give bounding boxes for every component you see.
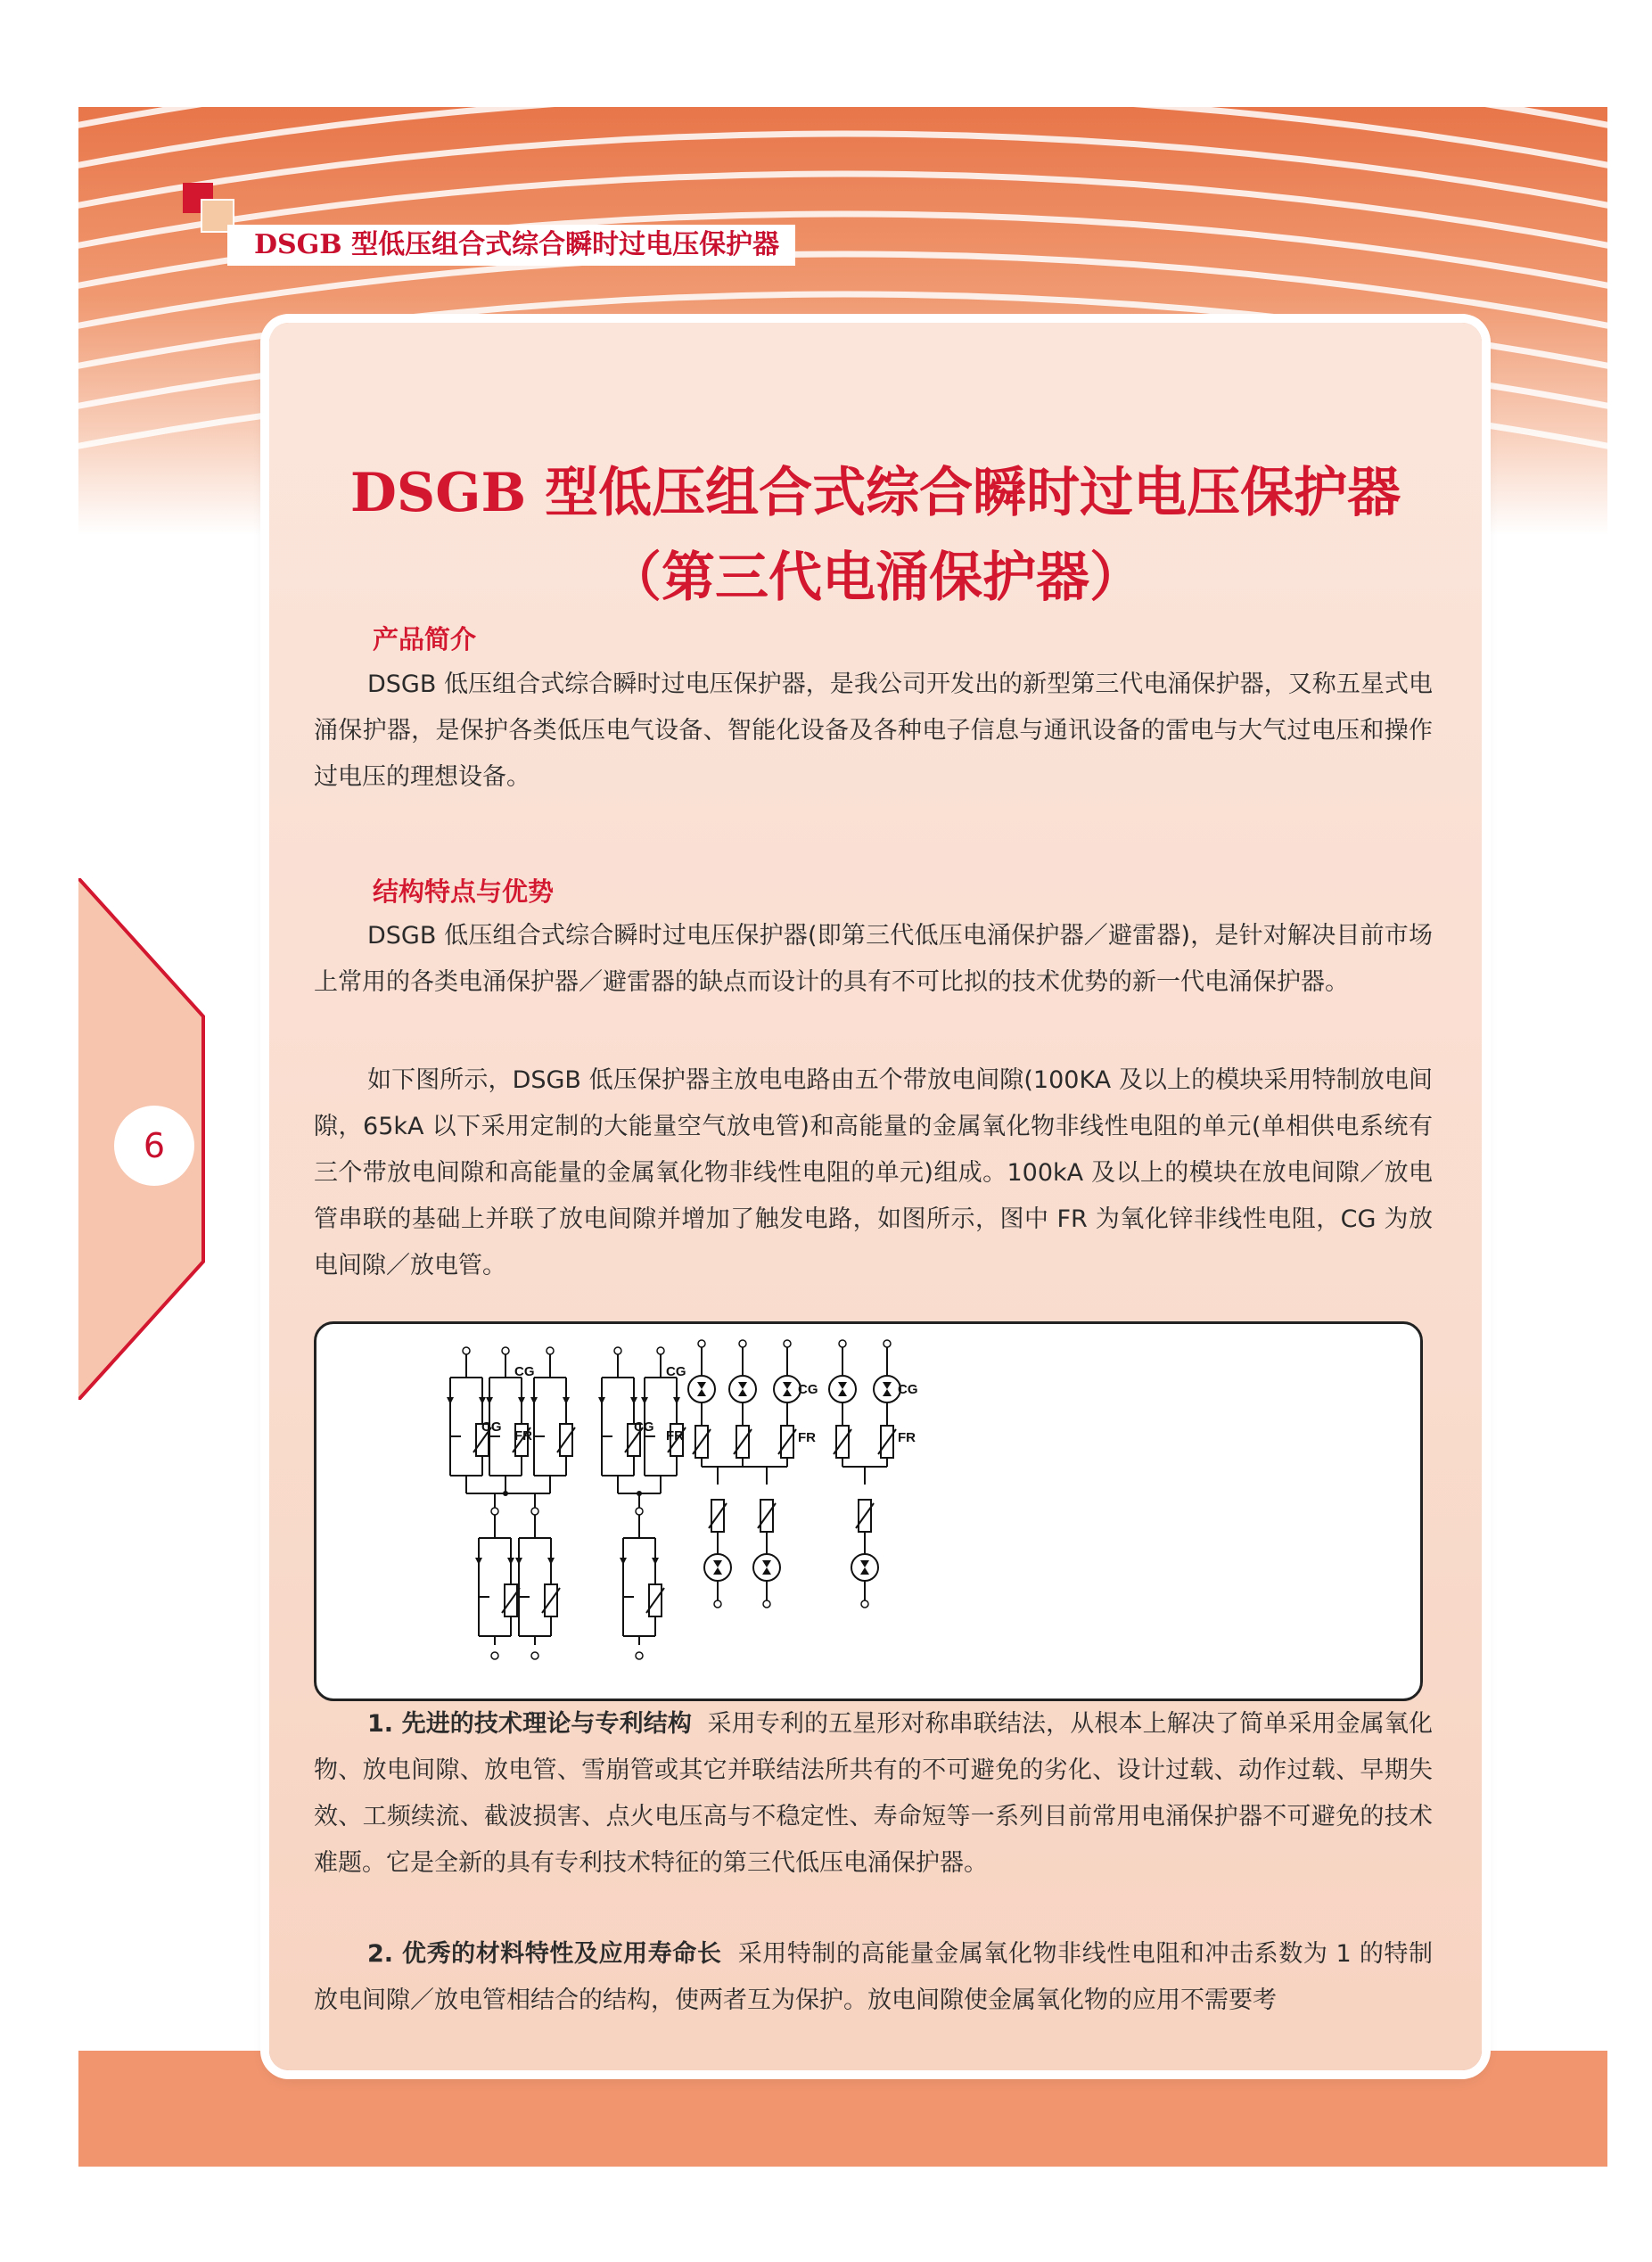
label-fr: FR	[666, 1428, 684, 1444]
terminal	[491, 1652, 498, 1659]
feature-2	[314, 1931, 1433, 2024]
terminal	[884, 1340, 891, 1347]
label-cg: CG	[798, 1382, 818, 1397]
paragraph-structure-2: 如下图所示，DSGB 低压保护器主放电电路由五个带放电间隙(100KA 及以上的模块采用特制放电间隙，65kA 以下采用定制的大能量空气放电管)和高能量的金属氧化物非线性电阻的单元(单相供电系统有三个带放电间隙和高能量的金属氧化物非线性电阻的单元)组成。100kA 及以上的模块在放电间隙／放电管串联的基础上并联了放电间隙并增加了触发电路，如图所示，图中 FR 为氧化锌非线性电阻，CG 为放电间隙／放电管。	[314, 1066, 1433, 1279]
circuit-diagram	[314, 1321, 1423, 1701]
section-heading-structure: 结构特点与优势	[373, 876, 555, 907]
terminal	[714, 1600, 721, 1608]
feature-2-title: 2. 优秀的材料特性及应用寿命长	[367, 1940, 722, 1968]
label-fr: FR	[898, 1430, 916, 1445]
arrow	[598, 1397, 605, 1404]
terminal	[861, 1600, 868, 1608]
terminal	[739, 1340, 746, 1347]
feature-1	[314, 1701, 1433, 1887]
arrow	[507, 1558, 514, 1565]
arrow	[673, 1397, 680, 1404]
terminal	[502, 1347, 509, 1354]
terminal	[698, 1340, 705, 1347]
feature-1-text: 采用专利的五星形对称串联结法，从根本上解决了简单采用金属氧化物、放电间隙、放电管、雪崩管或其它并联结法所共有的不可避免的劣化、设计过载、动作过载、早期失效、工频续流、截波损害、点火电压高与不稳定性、寿命短等一系列目前常用电涌保护器不可避免的技术难题。它是全新的具有专利技术特征的第三代低压电涌保护器。	[314, 1710, 1433, 1877]
arrow	[547, 1558, 555, 1565]
arrow	[515, 1558, 522, 1565]
arrow	[641, 1397, 648, 1404]
terminal	[636, 1508, 643, 1515]
feature-2-text: 采用特制的高能量金属氧化物非线性电阻和冲击系数为 1 的特制放电间隙／放电管相结合的结构，使两者互为保护。放电间隙使金属氧化物的应用不需要考	[314, 1940, 1434, 2014]
label-cg: CG	[481, 1419, 502, 1435]
arrow	[620, 1558, 627, 1565]
label-fr: FR	[798, 1430, 816, 1445]
arrow	[486, 1397, 493, 1404]
terminal	[763, 1600, 770, 1608]
terminal	[547, 1347, 554, 1354]
circuit-diagram-drawing	[316, 1324, 1420, 1699]
label-cg: CG	[514, 1364, 535, 1379]
terminal	[463, 1347, 470, 1354]
header-tag: DSGB 型低压组合式综合瞬时过电压保护器	[227, 225, 795, 266]
label-cg: CG	[666, 1364, 686, 1379]
page-subtitle: （第三代电涌保护器）	[608, 547, 1143, 609]
terminal	[531, 1652, 538, 1659]
paragraph-structure-1: DSGB 低压组合式综合瞬时过电压保护器(即第三代低压电涌保护器／避雷器)，是针对解决目前市场上常用的各类电涌保护器／避雷器的缺点而设计的具有不可比拟的技术优势的新一代电涌保护器。	[314, 922, 1433, 996]
terminal	[491, 1508, 498, 1515]
terminal	[839, 1340, 846, 1347]
terminal	[531, 1508, 538, 1515]
arrow	[530, 1397, 538, 1404]
arrow	[652, 1558, 659, 1565]
terminal	[614, 1347, 621, 1354]
arrow	[630, 1397, 637, 1404]
label-cg: CG	[898, 1382, 918, 1397]
arrow	[475, 1558, 482, 1565]
page-number: 6	[114, 1106, 194, 1186]
arrow	[518, 1397, 525, 1404]
arrow	[447, 1397, 454, 1404]
terminal	[784, 1340, 791, 1347]
feature-1-title: 1. 先进的技术理论与专利结构	[367, 1710, 693, 1738]
label-fr: FR	[514, 1428, 532, 1444]
arrow	[563, 1397, 570, 1404]
section-heading-intro: 产品简介	[373, 624, 477, 654]
paragraph-intro: DSGB 低压组合式综合瞬时过电压保护器，是我公司开发出的新型第三代电涌保护器，又称五星式电涌保护器，是保护各类低压电气设备、智能化设备及各种电子信息与通讯设备的雷电与大气过电压和操作过电压的理想设备。	[314, 670, 1433, 791]
arrow	[479, 1397, 486, 1404]
terminal	[657, 1347, 664, 1354]
page-title: DSGB 型低压组合式综合瞬时过电压保护器	[349, 462, 1401, 524]
label-cg: CG	[634, 1419, 654, 1435]
terminal	[636, 1652, 643, 1659]
